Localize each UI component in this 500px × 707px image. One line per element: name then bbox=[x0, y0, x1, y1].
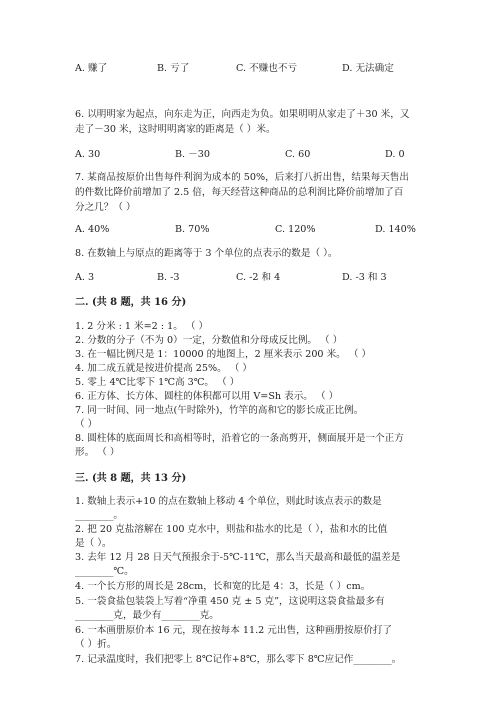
s2-item-3: 3. 在一幅比例尺是 1：10000 的地图上，2 厘米表示 200 米。 （ ） bbox=[75, 349, 372, 360]
s2-item-1: 1. 2 分米 : 1 米=2 : 1。 （ ） bbox=[75, 321, 209, 332]
s2-item-5: 5. 零上 4℃比零下 1℃高 3℃。 （ ） bbox=[75, 377, 240, 388]
s3-item-7: 7. 记录温度时，我们把零上 8℃记作+8℃，那么零下 8℃应记作________。 bbox=[75, 654, 402, 665]
s3-item-2: 2. 把 20 克盐溶解在 100 克水中，则盐和盐水的比是（ ），盐和水的比值 bbox=[75, 524, 388, 535]
s2-item-7: 7. 同一时间、同一地点(午时除外)，竹竿的高和它的影长成正比例。 bbox=[75, 405, 364, 416]
q7-line-3: 分之几？（ ） bbox=[75, 202, 136, 213]
q5-option-d: D. 无法确定 bbox=[342, 63, 394, 74]
s3-item-1: 1. 数轴上表示+10 的点在数轴上移动 4 个单位，则此时该点表示的数是 bbox=[75, 496, 382, 507]
q7-option-b: B. 70% bbox=[175, 224, 210, 235]
s2-item-6: 6. 正方体、长方体、圆柱的体积都可以用 V=Sh 表示。 （ ） bbox=[75, 391, 339, 402]
q8-option-a: A. 3 bbox=[75, 272, 95, 283]
q5-option-b: B. 亏了 bbox=[157, 63, 190, 74]
q5-option-c: C. 不赚也不亏 bbox=[236, 63, 298, 74]
s2-item-8-cont: 形。 （ ） bbox=[75, 447, 120, 458]
q5-option-a: A. 赚了 bbox=[75, 63, 108, 74]
s3-item-3-cont: ________℃。 bbox=[75, 566, 134, 577]
s3-item-1-cont: ________。 bbox=[75, 510, 123, 521]
s3-item-6: 6. 一本画册原价本 16 元，现在按每本 11.2 元出售，这种画册按原价打了 bbox=[75, 625, 393, 636]
s2-item-7-cont: （ ） bbox=[75, 419, 98, 430]
section-3-heading: 三. (共 8 题，共 13 分) bbox=[75, 473, 187, 484]
q6-option-c: C. 60 bbox=[285, 149, 311, 160]
q6-line-2: 走了－30 米，这时明明离家的距离是（ ）米。 bbox=[75, 124, 276, 135]
s3-item-5-cont: ________克，最少有________克。 bbox=[75, 610, 219, 621]
s3-item-6-cont: （ ）折。 bbox=[75, 639, 117, 650]
q6-option-d: D. 0 bbox=[385, 149, 405, 160]
s3-item-3: 3. 去年 12 月 28 日天气预报余于-5℃-11℃，那么当天最高和最低的温差是 bbox=[75, 552, 401, 563]
q7-line-1: 7. 某商品按原价出售每件利润为成本的 50%，后来打八折出售，结果每天售出 bbox=[75, 172, 409, 183]
q8-option-d: D. -3 和 3 bbox=[342, 272, 387, 283]
s2-item-8: 8. 圆柱体的底面周长和高相等时，沿着它的一条高剪开，侧面展开是一个正方 bbox=[75, 433, 404, 444]
q7-option-c: C. 120% bbox=[275, 224, 316, 235]
q6-option-b: B. －30 bbox=[175, 149, 210, 160]
s3-item-2-cont: 是（ ）。 bbox=[75, 538, 112, 549]
q7-option-a: A. 40% bbox=[75, 224, 110, 235]
q7-option-d: D. 140% bbox=[375, 224, 416, 235]
q8-option-c: C. -2 和 4 bbox=[236, 272, 281, 283]
s2-item-4: 4. 加二成五就是按进价提高 25%。 （ ） bbox=[75, 363, 252, 374]
s3-item-5: 5. 一袋食盐包装袋上写着“净重 450 克 ± 5 克”，这说明这袋食盐最多有 bbox=[75, 596, 385, 607]
q8-line-1: 8. 在数轴上与原点的距离等于 3 个单位的点表示的数是（ ）。 bbox=[75, 248, 338, 259]
q6-line-1: 6. 以明明家为起点，向东走为正，向西走为负。如果明明从家走了＋30 米，又 bbox=[75, 109, 410, 120]
q6-option-a: A. 30 bbox=[75, 149, 101, 160]
q8-option-b: B. -3 bbox=[157, 272, 180, 283]
section-2-heading: 二. (共 8 题，共 16 分) bbox=[75, 297, 187, 308]
q7-line-2: 的件数比降价前增加了 2.5 倍，每天经营这种商品的总利润比降价前增加了百 bbox=[75, 187, 404, 198]
s2-item-2: 2. 分数的分子（不为 0）一定，分数值和分母成反比例。 （ ） bbox=[75, 335, 343, 346]
s3-item-4: 4. 一个长方形的周长是 28cm，长和宽的比是 4：3，长是（ ）cm。 bbox=[75, 581, 371, 592]
